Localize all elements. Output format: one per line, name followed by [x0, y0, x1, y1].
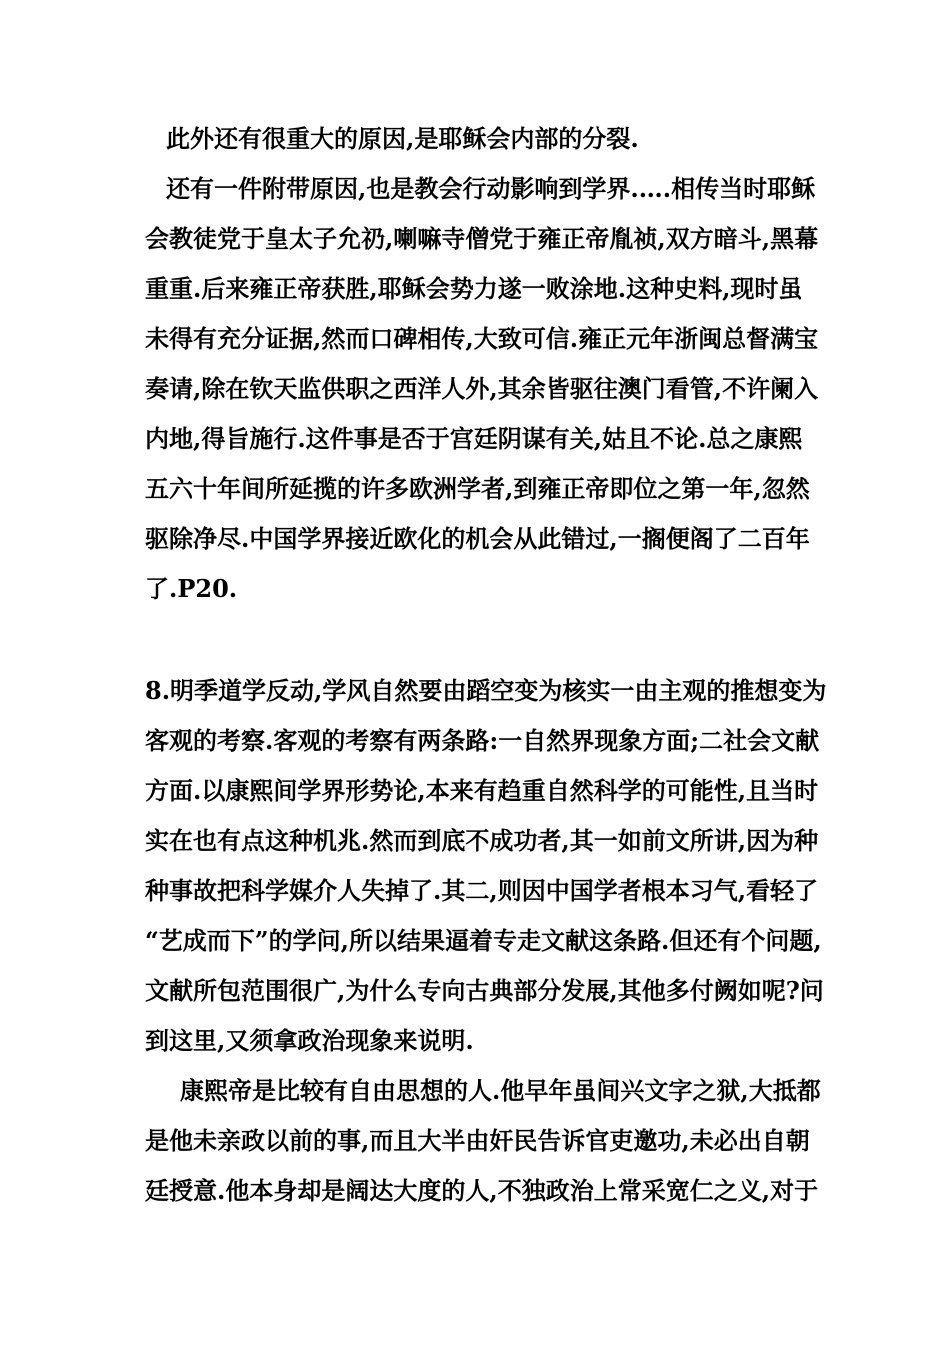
- text-line: 实在也有点这种机兆.然而到底不成功者,其一如前文所讲,因为种: [145, 826, 819, 855]
- text-line: “艺成而下”的学问,所以结果逼着专走文献这条路.但还有个问题,: [145, 926, 822, 955]
- text-line: 内地,得旨施行.这件事是否于宫廷阴谋有关,姑且不论.总之康熙: [145, 424, 803, 453]
- text-line: 此外还有很重大的原因,是耶稣会内部的分裂.: [166, 124, 639, 153]
- text-line: 是他未亲政以前的事,而且大半由奸民告诉官吏邀功,未必出自朝: [145, 1126, 810, 1155]
- text-line: 8.明季道学反动,学风自然要由蹈空变为核实一由主观的推想变为: [145, 676, 827, 705]
- text-line: 种事故把科学媒介人失掉了.其二,则因中国学者根本习气,看轻了: [145, 876, 819, 905]
- text-line: 方面.以康熙间学界形势论,本来有趋重自然科学的可能性,且当时: [145, 776, 819, 805]
- text-line: 驱除净尽.中国学界接近欧化的机会从此错过,一搁便阁了二百年: [145, 524, 810, 553]
- text-line: 康熙帝是比较有自由思想的人.他早年虽间兴文字之狱,大抵都: [180, 1076, 821, 1105]
- text-line: 五六十年间所延揽的许多欧洲学者,到雍正帝即位之第一年,忽然: [145, 474, 810, 503]
- text-line: 重重.后来雍正帝获胜,耶稣会势力遂一败涂地.这种史料,现时虽: [145, 274, 803, 303]
- text-line: 文献所包范围很广,为什么专向古典部分发展,其他多付阙如呢?问: [145, 976, 824, 1005]
- text-line: 奏请,除在钦天监供职之西洋人外,其余皆驱往澳门看管,不许阑入: [145, 374, 819, 403]
- text-line: 客观的考察.客观的考察有两条路:一自然界现象方面;二社会文献: [145, 726, 820, 755]
- text-line: 廷授意.他本身却是阔达大度的人,不独政治上常采宽仁之义,对于: [145, 1176, 819, 1205]
- text-line: 到这里,又须拿政治现象来说明.: [145, 1026, 474, 1055]
- text-line: 还有一件附带原因,也是教会行动影响到学界.….相传当时耶稣: [166, 174, 816, 203]
- text-line: 会教徒党于皇太子允礽,喇嘛寺僧党于雍正帝胤祯,双方暗斗,黑幕: [145, 224, 819, 253]
- text-line: 未得有充分证据,然而口碑相传,大致可信.雍正元年浙闽总督满宝: [145, 324, 819, 353]
- text-line: 了.P20.: [145, 574, 238, 603]
